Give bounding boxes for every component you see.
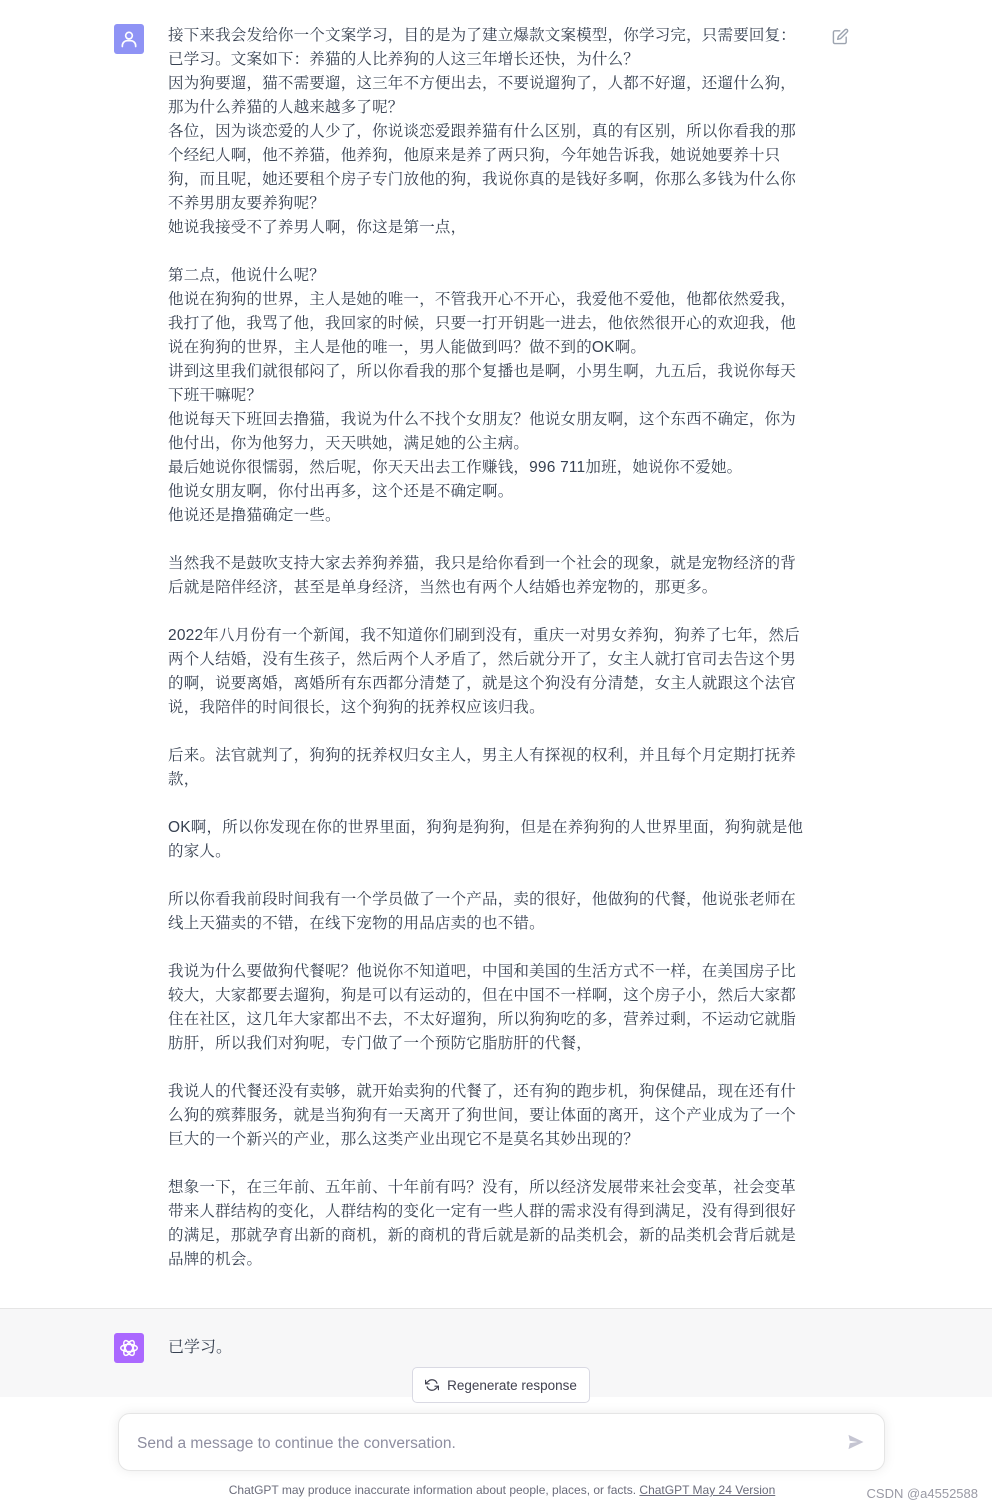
message-paragraph <box>168 552 818 600</box>
footer-disclaimer <box>0 1483 992 1497</box>
message-line: 肪肝，所以我们对狗呢，专门做了一个预防它脂肪肝的代餐， <box>168 1035 592 1052</box>
message-line: 最后她说你很懦弱，然后呢，你天天出去工作赚钱，996 711加班，她说你不爱她。 <box>168 459 743 476</box>
message-line: OK啊，所以你发现在你的世界里面，狗狗是狗狗，但是在养狗狗的人世界里面，狗狗就是他 <box>168 819 804 836</box>
message-line: 巨大的一个新兴的产业，那么这类产业出现它不是莫名其妙出现的？ <box>168 1131 640 1148</box>
message-line: 不养男朋友要养狗呢？ <box>168 195 326 212</box>
assistant-message-text: 已学习。 <box>168 1339 233 1356</box>
message-line: 她说我接受不了养男人啊，你这是第一点， <box>168 219 467 236</box>
disclaimer-text: ChatGPT may produce inaccurate information about people, places, or facts. <box>228 1483 637 1497</box>
message-line: 的满足，那就孕育出新的商机，新的商机的背后就是新的品类机会，新的品类机会背后就是 <box>168 1227 797 1244</box>
message-line: 他说在狗狗的世界，主人是她的唯一，不管我开心不开心，我爱他不爱他，他都依然爱我， <box>168 291 797 308</box>
message-line: 的家人。 <box>168 843 231 860</box>
message-line: 各位，因为谈恋爱的人少了，你说谈恋爱跟养猫有什么区别，真的有区别，所以你看我的那 <box>168 123 797 140</box>
send-icon[interactable] <box>846 1432 866 1452</box>
message-line: 已学习。文案如下：养猫的人比养狗的人这三年增长还快，为什么？ <box>168 51 640 68</box>
watermark: CSDN @a4552588 <box>866 1486 978 1501</box>
message-line: 住在社区，这几年大家都出不去，不太好遛狗，所以狗狗吃的多，营养过剩，不运动它就脂 <box>168 1011 797 1028</box>
message-input[interactable] <box>135 1431 829 1457</box>
message-paragraph <box>168 1080 818 1152</box>
regenerate-response-button[interactable] <box>412 1367 590 1403</box>
message-line: 品牌的机会。 <box>168 1251 263 1268</box>
openai-logo-icon <box>118 1337 140 1359</box>
regenerate-label: Regenerate response <box>447 1377 577 1393</box>
message-line: 线上天猫卖的不错，在线下宠物的用品店卖的也不错。 <box>168 915 545 932</box>
message-line: 下班干嘛呢？ <box>168 387 263 404</box>
user-icon <box>119 29 139 49</box>
message-paragraph <box>168 1176 818 1272</box>
message-line: 他说女朋友啊，你付出再多，这个还是不确定啊。 <box>168 483 514 500</box>
message-line: 因为狗要遛，猫不需要遛，这三年不方便出去，不要说遛狗了，人都不好遛，还遛什么狗， <box>168 75 797 92</box>
message-line: 么狗的殡葬服务，就是当狗狗有一天离开了狗世间，要让体面的离开，这个产业成为了一个 <box>168 1107 797 1124</box>
message-input-box <box>118 1413 885 1471</box>
message-line: 的啊，说要离婚，离婚所有东西都分清楚了，就是这个狗没有分清楚，女主人就跟这个法官 <box>168 675 797 692</box>
message-line: 我打了他，我骂了他，我回家的时候，只要一打开钥匙一进去，他依然很开心的欢迎我，他 <box>168 315 797 332</box>
assistant-avatar <box>114 1333 144 1363</box>
message-line: 2022年八月份有一个新闻，我不知道你们刷到没有，重庆一对男女养狗，狗养了七年，然后 <box>168 627 800 644</box>
message-paragraph <box>168 624 818 720</box>
message-paragraph <box>168 888 818 936</box>
message-line: 当然我不是鼓吹支持大家去养狗养猫，我只是给你看到一个社会的现象，就是宠物经济的背 <box>168 555 797 572</box>
message-paragraph <box>168 744 818 792</box>
message-line: 后来。法官就判了，狗狗的抚养权归女主人，男主人有探视的权利，并且每个月定期打抚养 <box>168 747 797 764</box>
message-line: 款， <box>168 771 200 788</box>
user-message-text <box>168 24 818 1296</box>
message-line: 较大，大家都要去遛狗，狗是可以有运动的，但在中国不一样啊，这个房子小，然后大家都 <box>168 987 797 1004</box>
message-line: 两个人结婚，没有生孩子，然后两个人矛盾了，然后就分开了，女主人就打官司去告这个男 <box>168 651 797 668</box>
message-paragraph <box>168 264 818 528</box>
message-line: 他付出，你为他努力，天天哄她，满足她的公主病。 <box>168 435 530 452</box>
message-paragraph <box>168 960 818 1056</box>
message-line: 后就是陪伴经济，甚至是单身经济，当然也有两个人结婚也养宠物的，那更多。 <box>168 579 718 596</box>
message-line: 想象一下，在三年前、五年前、十年前有吗？没有，所以经济发展带来社会变革，社会变革 <box>168 1179 797 1196</box>
edit-icon[interactable] <box>832 28 849 45</box>
message-line: 带来人群结构的变化，人群结构的变化一定有一些人群的需求没有得到满足，没有得到很好 <box>168 1203 797 1220</box>
user-avatar <box>114 24 144 54</box>
version-link[interactable]: ChatGPT May 24 Version <box>639 1483 776 1497</box>
message-line: 狗，而且呢，她还要租个房子专门放他的狗，我说你真的是钱好多啊，你那么多钱为什么你 <box>168 171 797 188</box>
message-paragraph <box>168 816 818 864</box>
refresh-icon <box>425 1378 439 1392</box>
message-line: 第二点，他说什么呢？ <box>168 267 326 284</box>
message-line: 讲到这里我们就很郁闷了，所以你看我的那个复播也是啊，小男生啊，九五后，我说你每天 <box>168 363 797 380</box>
message-line: 接下来我会发给你一个文案学习，目的是为了建立爆款文案模型，你学习完，只需要回复： <box>168 27 797 44</box>
message-line: 他说每天下班回去撸猫，我说为什么不找个女朋友？他说女朋友啊，这个东西不确定，你为 <box>168 411 797 428</box>
message-line: 说在狗狗的世界，主人是他的唯一，男人能做到吗？做不到的OK啊。 <box>168 339 647 356</box>
message-line: 说，我陪伴的时间很长，这个狗狗的抚养权应该归我。 <box>168 699 545 716</box>
message-line: 我说为什么要做狗代餐呢？他说你不知道吧，中国和美国的生活方式不一样，在美国房子比 <box>168 963 797 980</box>
message-line: 我说人的代餐还没有卖够，就开始卖狗的代餐了，还有狗的跑步机，狗保健品，现在还有什 <box>168 1083 797 1100</box>
message-line: 他说还是撸猫确定一些。 <box>168 507 341 524</box>
message-paragraph <box>168 24 818 240</box>
message-line: 那为什么养猫的人越来越多了呢？ <box>168 99 404 116</box>
message-line: 个经纪人啊，他不养猫，他养狗，他原来是养了两只狗，今年她告诉我，她说她要养十只 <box>168 147 781 164</box>
message-line: 所以你看我前段时间我有一个学员做了一个产品，卖的很好，他做狗的代餐，他说张老师在 <box>168 891 797 908</box>
